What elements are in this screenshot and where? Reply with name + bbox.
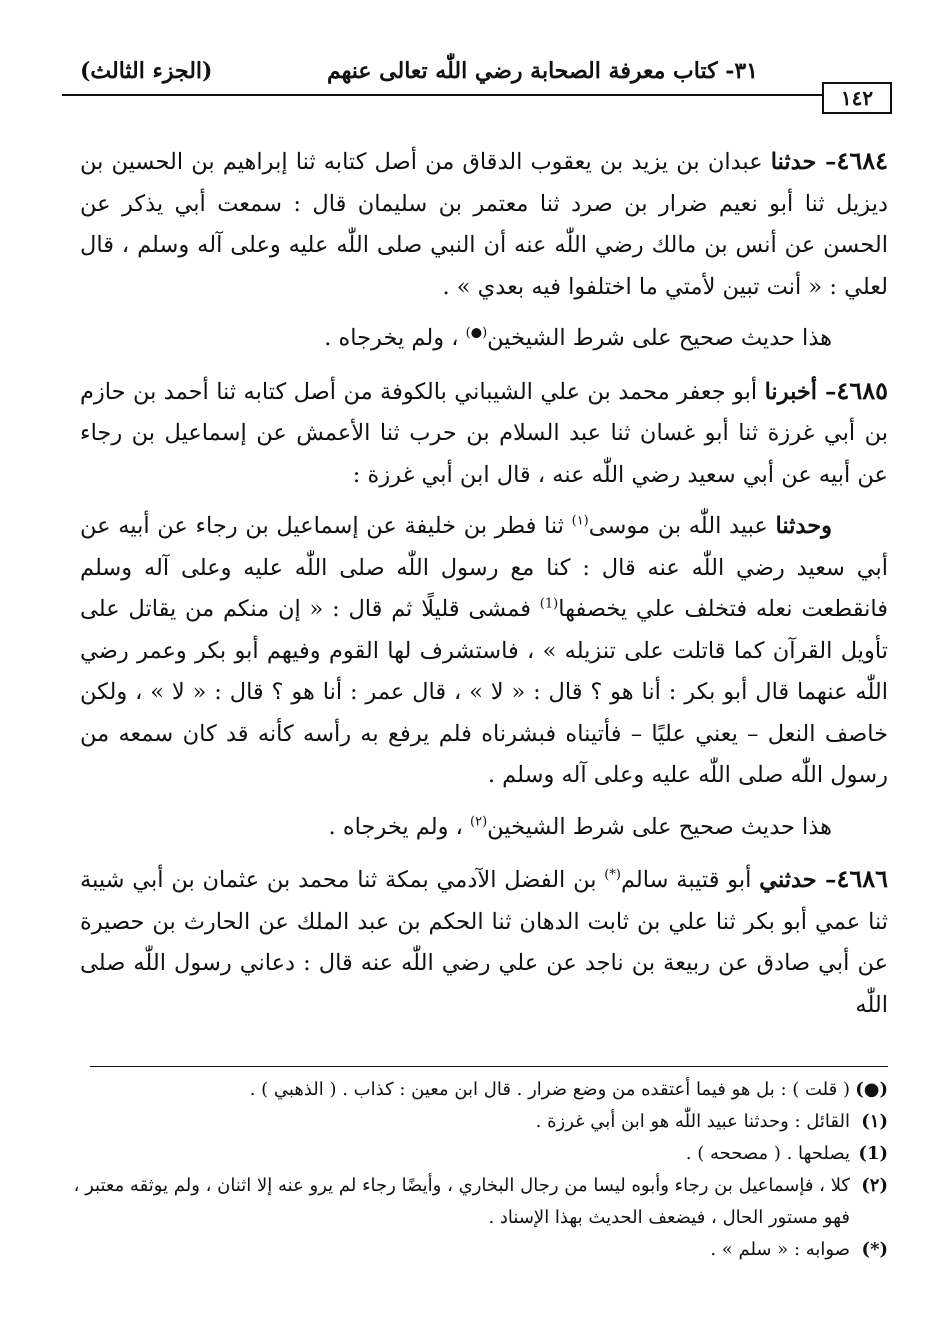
footnote-text: يصلحها . ( مصححه ) . — [685, 1143, 850, 1164]
footnote — [70, 1138, 888, 1170]
header-rule — [62, 94, 822, 96]
footnote-mark: (●) — [855, 1079, 888, 1100]
hadith-text: أبو جعفر محمد بن علي الشيباني بالكوفة من أصل كتابه ثنا أحمد بن حازم بن أبي غرزة ثنا أبو غسان ثنا عبد السلام بن حرب ثنا الأعمش عن إسماعيل بن رجاء عن أبيه عن أبي سعيد رضي اللّٰه عنه ، قال ابن أبي غرزة : — [80, 378, 888, 488]
footnote-rule — [90, 1066, 888, 1067]
volume-part: (الجزء الثالث) — [80, 58, 213, 84]
footnotes — [70, 1074, 888, 1266]
main-text — [80, 140, 888, 1036]
grading-tail: ، ولم يخرجاه . — [328, 813, 471, 840]
hadith-lead: – حدثني — [759, 867, 837, 893]
hadith-number: ٤٦٨٥ — [836, 375, 888, 405]
footnote — [70, 1170, 888, 1234]
running-header — [60, 52, 898, 92]
footnote-text: القائل : وحدثنا عبيد اللّٰه هو ابن أبي غرزة . — [535, 1111, 850, 1132]
grading-text: هذا حديث صحيح على شرط الشيخين — [487, 325, 832, 351]
footnote — [70, 1074, 888, 1106]
hadith-text: عبيد اللّٰه بن موسى — [588, 513, 776, 539]
footnote-mark: (*) — [861, 1239, 888, 1260]
hadith-4685-continued — [80, 506, 888, 797]
hadith-lead: وحدثنا — [775, 513, 832, 539]
footnote-mark: (٢) — [861, 1175, 888, 1196]
footnote-text: ( قلت ) : بل هو فيما أعتقده من وضع ضرار . قال ابن معين : كذاب . ( الذهبي ) . — [249, 1079, 850, 1100]
hadith-text: بن الفضل الآدمي بمكة ثنا محمد بن عثمان بن أبي شيبة ثنا عمي أبو بكر ثنا علي بن ثابت الدهان ثنا الحكم بن عبد الملك عن الحارث بن حصيرة عن أبي صادق عن ربيعة بن ناجد عن علي رضي اللّٰه عنه قال : دعاني رسول اللّٰه صلى اللّٰه — [80, 867, 888, 1018]
hadith-lead: – أخبرنا — [764, 378, 837, 405]
footnote-ref: (●) — [465, 325, 488, 341]
footnote-mark: (١) — [861, 1111, 888, 1132]
hadith-number: ٤٦٨٦ — [836, 864, 888, 893]
grading-tail: ، ولم يخرجاه . — [324, 325, 466, 351]
hadith-4684 — [80, 140, 888, 308]
hadith-text: عبدان بن يزيد بن يعقوب الدقاق من أصل كتابه ثنا إبراهيم بن الحسين بن ديزيل ثنا أبو نعيم ضرار بن صرد ثنا معتمر بن سليمان قال : سمعت أبي يذكر عن الحسن عن أنس بن مالك رضي اللّٰه عنه أن النبي صلى اللّٰه عليه وعلى آله وسلم ، قال لعلي : « أنت تبين لأمتي ما اختلفوا فيه بعدي » . — [80, 149, 888, 300]
hadith-4685 — [80, 370, 888, 497]
footnote-text: صوابه : « سلم » . — [710, 1239, 850, 1260]
hadith-lead: – حدثنا — [770, 149, 837, 175]
footnote-ref: (*) — [604, 867, 621, 883]
hadith-text: ثنا فطر بن خليفة عن إسماعيل بن رجاء عن أبيه عن أبي سعيد رضي اللّٰه عنه قال : كنا مع رسول اللّٰه صلى اللّٰه عليه وعلى آله وسلم فانقطعت نعله فتخلف علي يخصفها — [80, 513, 888, 622]
hadith-text: أبو قتيبة سالم — [620, 867, 760, 893]
grading-note — [80, 807, 888, 849]
footnote-ref: (٢) — [470, 814, 488, 829]
hadith-4686 — [80, 858, 888, 1026]
footnote-ref: (1) — [539, 596, 559, 612]
footnote — [70, 1106, 888, 1138]
grading-text: هذا حديث صحيح على شرط الشيخين — [487, 813, 832, 840]
footnote-text: كلا ، فإسماعيل بن رجاء وأبوه ليسا من رجال البخاري ، وأيضًا رجاء لم يرو عنه إلا اثنان ، ولم يوثقه معتبر ، فهو مستور الحال ، فيضعف الحديث بهذا الإسناد . — [73, 1175, 850, 1228]
page-number: ١٤٢ — [822, 82, 892, 114]
footnote — [70, 1234, 888, 1266]
hadith-text: فمشى قليلًا ثم قال : « إن منكم من يقاتل على تأويل القرآن كما قاتلت على تنزيله » ، فاستشرف لها القوم وفيهم أبو بكر وعمر رضي اللّٰه عنهما قال أبو بكر : أنا هو ؟ قال : « لا » ، قال عمر : أنا هو ؟ قال : « لا » ، ولكن خاصف النعل – يعني عليًا – فأتيناه فبشرناه فلم يرفع به رأسه كأنه قد كان سمعه من رسول اللّٰه صلى اللّٰه عليه وعلى آله وسلم . — [80, 596, 888, 788]
footnote-ref: (١) — [571, 513, 589, 529]
footnote-mark: (1) — [858, 1143, 888, 1164]
book-title: ٣١- كتاب معرفة الصحابة رضي اللّٰه تعالى عنهم — [326, 58, 758, 84]
grading-note — [80, 318, 888, 360]
hadith-number: ٤٦٨٤ — [836, 146, 888, 175]
